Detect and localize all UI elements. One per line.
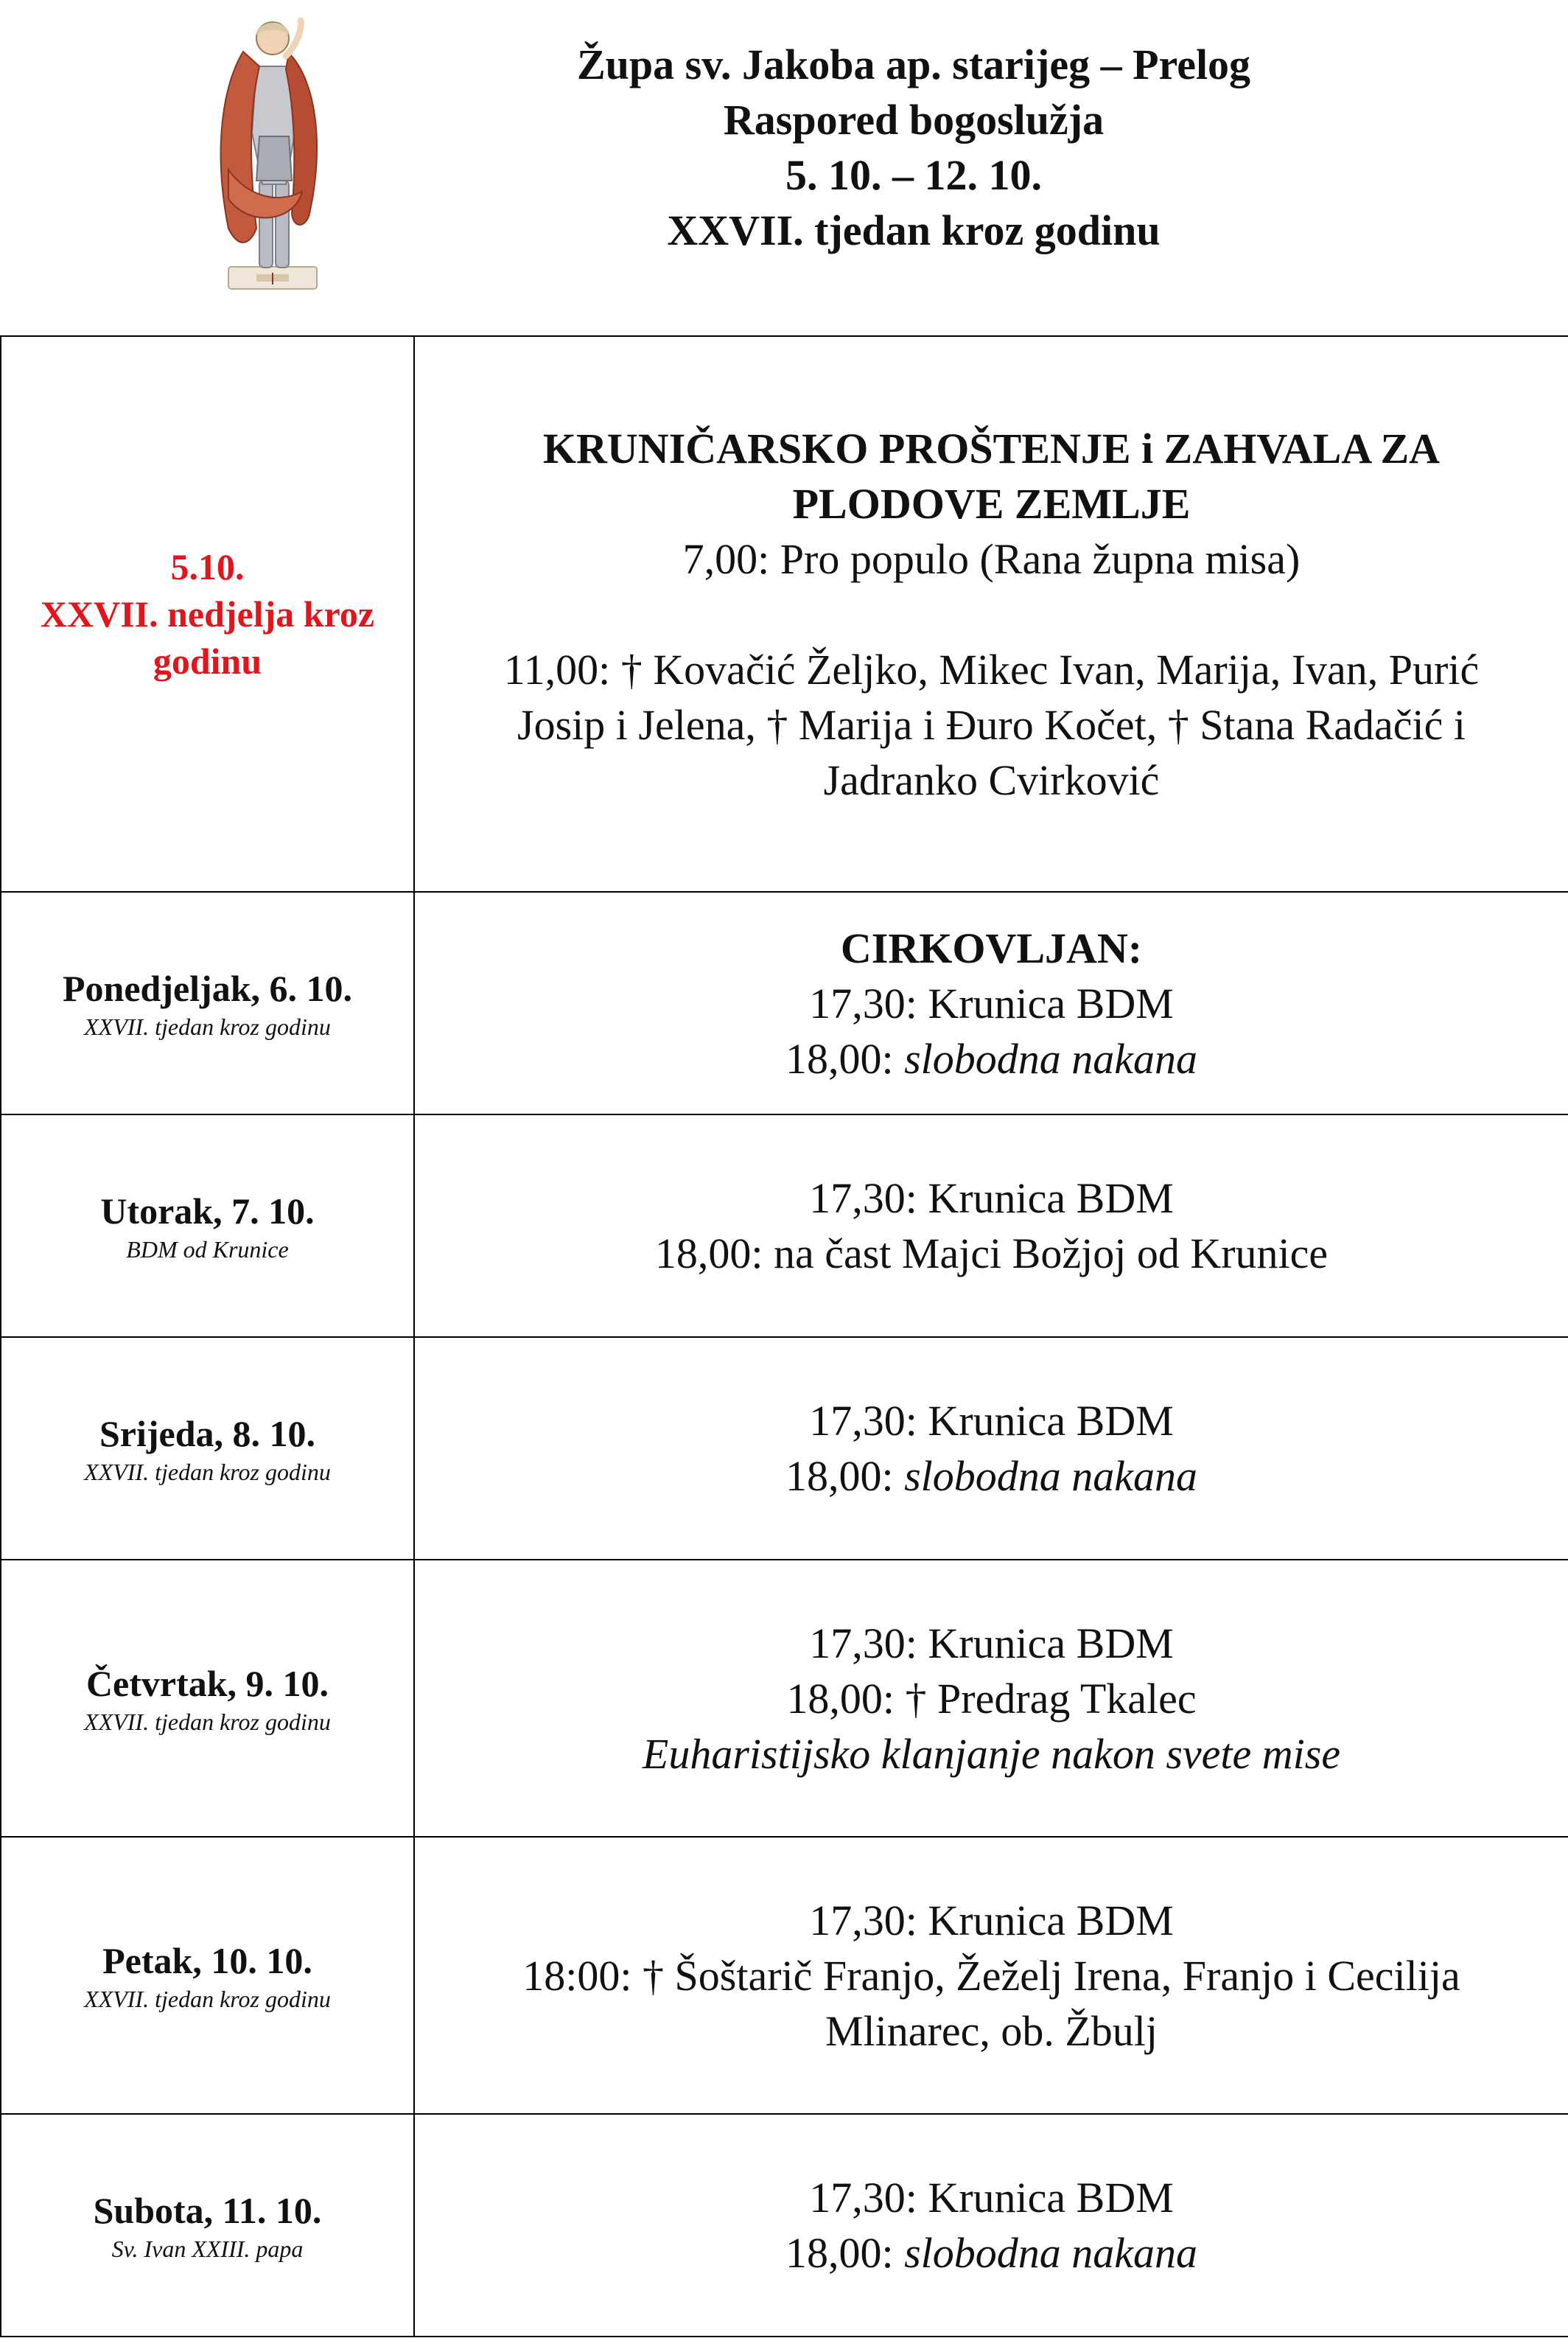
rosary-entry: 17,30: Krunica BDM [809, 1174, 1174, 1222]
mass-entry: 18,00: slobodna nakana [785, 1452, 1198, 1500]
rosary-entry: 17,30: Krunica BDM [809, 979, 1174, 1027]
mass-entry: 18,00: † Predrag Tkalec [786, 1674, 1197, 1723]
day-cell [1, 892, 414, 1114]
content-cell [414, 1837, 1568, 2114]
content-cell [414, 1337, 1568, 1560]
mass-entry: Mlinarec, ob. Žbulj [825, 2006, 1158, 2055]
day-name: Petak, 10. 10. [102, 1940, 312, 1981]
table-row [1, 2114, 1568, 2337]
content-cell [414, 1560, 1568, 1837]
mass-entry: Jadranko Cvirković [823, 756, 1160, 804]
day-cell [1, 2114, 414, 2337]
schedule-table [0, 335, 1568, 2337]
rosary-entry: 17,30: Krunica BDM [809, 1397, 1174, 1445]
rosary-entry: 17,30: Krunica BDM [809, 2174, 1174, 2222]
content-cell [414, 892, 1568, 1114]
feast-heading: KRUNIČARSKO PROŠTENJE i ZAHVALA ZA [542, 424, 1441, 472]
sunday-title: godinu [153, 641, 262, 682]
day-subtitle: XXVII. tjedan kroz godinu [84, 1013, 331, 1040]
day-subtitle: Sv. Ivan XXIII. papa [111, 2236, 304, 2262]
adoration-note: Euharistijsko klanjanje nakon svete mise [642, 1729, 1341, 1778]
day-subtitle: XXVII. tjedan kroz godinu [84, 1459, 331, 1485]
table-row [1, 1337, 1568, 1560]
day-subtitle: XXVII. tjedan kroz godinu [84, 1986, 331, 2012]
page-header [0, 0, 1568, 335]
content-cell [414, 2114, 1568, 2337]
schedule-title: Raspored bogoslužja [723, 96, 1105, 144]
table-row [1, 336, 1568, 892]
parish-title: Župa sv. Jakoba ap. starijeg – Prelog [576, 41, 1251, 88]
content-cell [414, 336, 1568, 892]
day-subtitle: BDM od Krunice [126, 1236, 289, 1263]
day-cell [1, 1114, 414, 1337]
content-cell [414, 1114, 1568, 1337]
day-cell [1, 336, 414, 892]
rosary-entry: 17,30: Krunica BDM [809, 1619, 1174, 1667]
day-name: Utorak, 7. 10. [100, 1190, 315, 1232]
sunday-date: 5.10. [170, 546, 245, 587]
mass-entry: 18,00: na čast Majci Božjoj od Krunice [654, 1229, 1329, 1277]
day-cell [1, 1337, 414, 1560]
mass-entry: 18,00: slobodna nakana [785, 1034, 1198, 1083]
day-name: Subota, 11. 10. [93, 2190, 322, 2231]
mass-entry: 18:00: † Šoštarič Franjo, Žeželj Irena, Franjo i Cecilija [522, 1951, 1460, 2000]
table-row [1, 1837, 1568, 2114]
mass-entry: 11,00: † Kovačić Željko, Mikec Ivan, Marija, Ivan, Purić [503, 645, 1480, 694]
day-name: Srijeda, 8. 10. [99, 1413, 316, 1454]
mass-entry: 18,00: slobodna nakana [785, 2229, 1198, 2277]
day-cell [1, 1837, 414, 2114]
day-name: Četvrtak, 9. 10. [85, 1663, 329, 1704]
day-cell [1, 1560, 414, 1837]
location-label: CIRKOVLJAN: [840, 924, 1143, 972]
saint-james-statue-icon [199, 7, 346, 293]
date-range: 5. 10. – 12. 10. [785, 151, 1042, 199]
mass-entry: 7,00: Pro populo (Rana župna misa) [682, 534, 1301, 583]
sunday-title: XXVII. nedjelja kroz [40, 593, 375, 635]
day-name: Ponedjeljak, 6. 10. [62, 968, 353, 1009]
header-title-block [413, 37, 1415, 258]
table-row [1, 1560, 1568, 1837]
feast-heading: PLODOVE ZEMLJE [792, 479, 1191, 528]
week-title: XXVII. tjedan kroz godinu [667, 206, 1161, 254]
table-row [1, 1114, 1568, 1337]
rosary-entry: 17,30: Krunica BDM [809, 1896, 1174, 1944]
table-row [1, 892, 1568, 1114]
day-subtitle: XXVII. tjedan kroz godinu [84, 1709, 331, 1735]
mass-entry: Josip i Jelena, † Marija i Đuro Kočet, † Stana Radačić i [517, 700, 1466, 749]
